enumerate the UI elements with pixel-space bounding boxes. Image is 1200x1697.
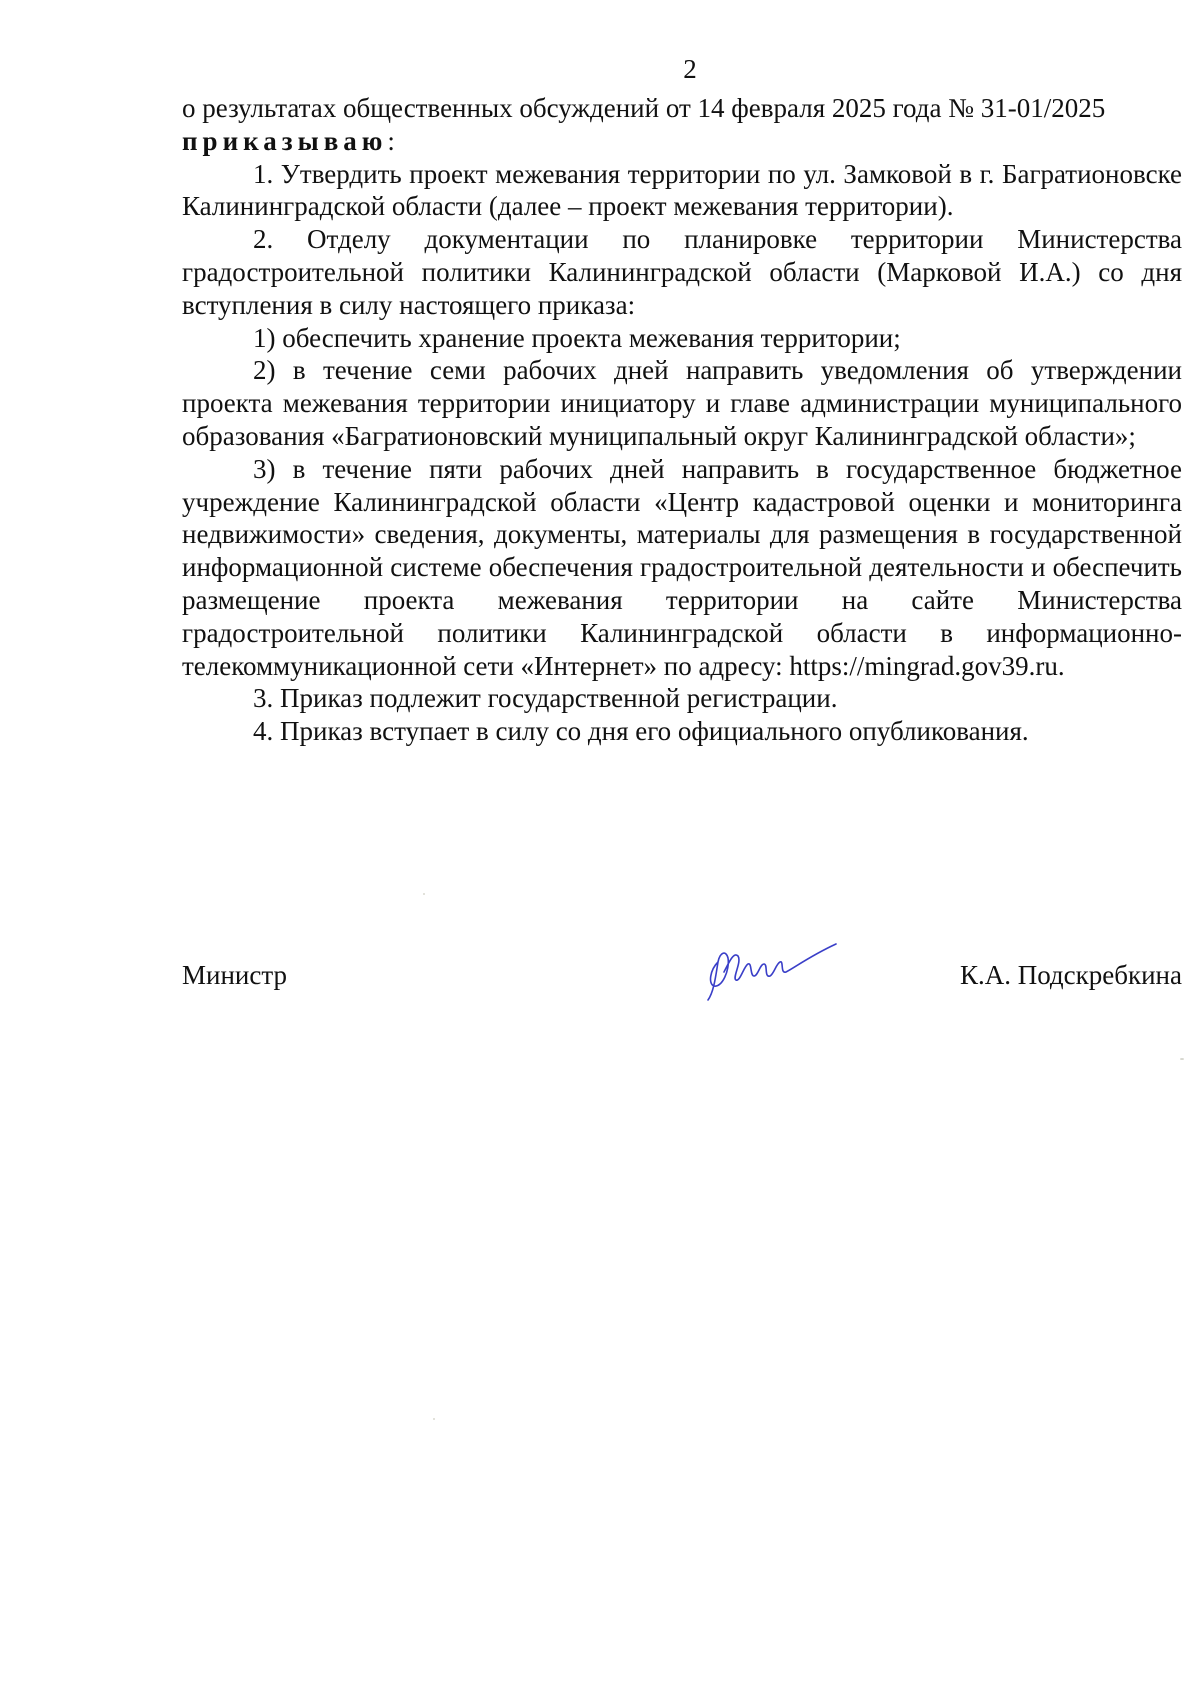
item-2-3: 3) в течение пяти рабочих дней направить в государственное бюджетное учреждение Калининградской области «Центр кадастровой оценки и мониторинга недвижимости» сведения, документы, материалы для размещения в государственной информационной системе обеспечения градостроительной деятельности и обеспечить размещение проекта межевания территории на сайте Министерства градостроительной политики Калининградской области в информационно-телекоммуникационной сети «Интернет» по адресу: https://mingrad.gov39.ru. — [182, 453, 1182, 681]
order-word: приказываю — [182, 125, 388, 156]
signature-block — [182, 958, 1182, 998]
item-3: 3. Приказ подлежит государственной регистрации. — [253, 683, 838, 714]
item-4: 4. Приказ вступает в силу со дня его официального опубликования. — [253, 716, 1029, 747]
intro-paragraph — [182, 92, 1182, 158]
signature-stroke — [708, 944, 836, 1000]
order-body — [182, 92, 1182, 748]
signatory-title: Министр — [182, 960, 287, 990]
item-2-1: 1) обеспечить хранение проекта межевания территории; — [253, 322, 901, 353]
scan-speck — [1180, 1058, 1184, 1060]
scan-speck — [423, 893, 425, 895]
item-2-2: 2) в течение семи рабочих дней направить уведомления об утверждении проекта межевания территории инициатору и главе администрации муниципального образования «Багратионовский муниципальный округ Калининградской области»; — [182, 355, 1182, 451]
handwritten-signature — [700, 922, 840, 1002]
scan-speck — [433, 1418, 435, 1420]
order-colon: : — [387, 125, 395, 156]
signatory-name: К.А. Подскребкина — [959, 960, 1182, 990]
item-1: 1. Утвердить проект межевания территории по ул. Замковой в г. Багратионовске Калининградской области (далее – проект межевания территории). — [182, 158, 1182, 222]
page-number: 2 — [683, 54, 697, 84]
intro-text: о результатах общественных обсуждений от 14 февраля 2025 года № 31-01/2025 — [182, 93, 1106, 123]
item-2: 2. Отделу документации по планировке территории Министерства градостроительной политики Калининградской области (Марковой И.А.) со дня вступления в силу настоящего приказа: — [182, 224, 1182, 320]
